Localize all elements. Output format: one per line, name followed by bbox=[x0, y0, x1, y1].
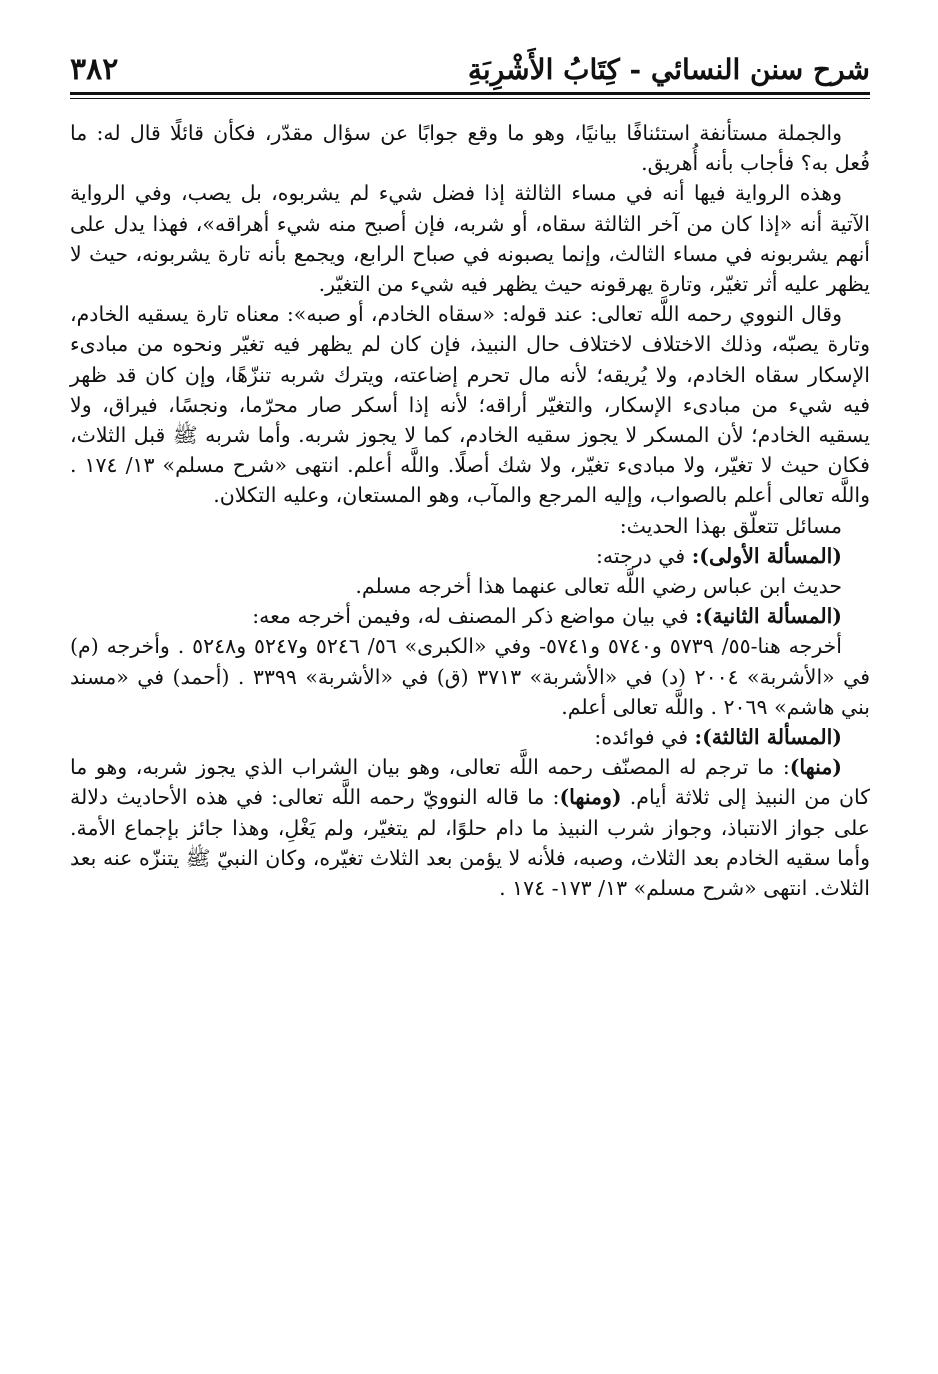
issue-intro: في فوائده: bbox=[594, 725, 695, 750]
paragraph: وقال النووي رحمه اللَّه تعالى: عند قوله: «سقاه الخادم، أو صبه»: معناه تارة يسقيه الخادم، وتارة يصبّه، وذلك الاختلاف لاختلاف حال النبيذ، فإن كان لم يظهر فيه تغيّر ونحوه من مبادىء الإسكار سقاه الخادم، ولا يُريقه؛ لأنه مال تحرم إضاعته، ويترك شربه تنزّهًا، وإن كان قد ظهر فيه شيء من مبادىء الإسكار، والتغيّر أراقه؛ لأنه إذا أسكر صار محرّما، ونجسًا، فيراق، ولا يسقيه الخادم؛ لأن المسكر لا يجوز سقيه الخادم، كما لا يجوز شربه. وأما شربه ﷺ قبل الثلاث، فكان حيث لا تغيّر، ولا مبادىء تغيّر، ولا شك أصلًا. واللَّه أعلم. انتهى «شرح مسلم» ١٣/ ١٧٤ . واللَّه تعالى أعلم بالصواب، وإليه المرجع والمآب، وهو المستعان، وعليه التكلان. bbox=[70, 302, 870, 508]
issue-heading bbox=[70, 601, 870, 631]
paragraph: والجملة مستأنفة استئنافًا بيانيًا، وهو ما وقع جوابًا عن سؤال مقدّر، فكأن قائلًا قال له: ما فُعل به؟ فأجاب بأنه أُهريق. bbox=[70, 121, 870, 176]
header-rule-thick bbox=[70, 92, 870, 95]
page-number: ٣٨٢ bbox=[70, 52, 119, 87]
issue-body: أخرجه هنا-٥٥/ ٥٧٣٩ و٥٧٤٠ و٥٧٤١- وفي «الكبرى» ٥٦/ ٥٢٤٦ و٥٢٤٧ و٥٢٤٨ . وأخرجه (م) في «الأشربة» ٢٠٠٤ (د) في «الأشربة» ٣٧١٣ (ق) في «الأشربة» ٣٣٩٩ . (أحمد) في «مسند بني هاشم» ٢٠٦٩ . واللَّه تعالى أعلم. bbox=[70, 634, 871, 719]
issue-text: : ما ترجم له المصنّف رحمه اللَّه تعالى، وهو بيان الشراب الذي يجوز شربه، وهو ما كان من النبيذ إلى ثلاثة أيام. bbox=[70, 755, 870, 810]
issue-body: حديث ابن عباس رضي اللَّه تعالى عنهما هذا أخرجه مسلم. bbox=[355, 574, 842, 599]
issue-body bbox=[70, 752, 870, 903]
body-text bbox=[70, 118, 870, 903]
issue-heading bbox=[70, 722, 870, 752]
header-divider bbox=[70, 90, 870, 104]
issue-label: (المسألة الثانية): bbox=[695, 604, 842, 629]
issue-intro: في بيان مواضع ذكر المصنف له، وفيمن أخرجه معه: bbox=[252, 604, 696, 629]
issue-label: (المسألة الأولى): bbox=[691, 543, 842, 568]
issue-heading bbox=[70, 541, 870, 571]
paragraph: وهذه الرواية فيها أنه في مساء الثالثة إذا فضل شيء لم يشربوه، بل يصب، وفي الرواية الآتية أنه «إذا كان من آخر الثالثة سقاه، أو شربه، فإن أصبح منه شيء أهراقه»، فهذا يدل على أنهم يشربونه في مساء الثالث، وإنما يصبونه في صباح الرابع، ويجمع بأنه تارة يشربونه، حيث لا يظهر عليه أثر تغيّر، وتارة يهرقونه حيث يظهر فيه شيء من التغيّر. bbox=[70, 181, 870, 297]
header-rule-thin bbox=[70, 98, 870, 99]
lead-label: (ومنها) bbox=[559, 785, 622, 810]
issue-label: (المسألة الثالثة): bbox=[694, 725, 842, 750]
issue-intro: في درجته: bbox=[595, 543, 692, 568]
running-title: شرح سنن النسائي - كِتَابُ الأَشْرِبَةِ bbox=[467, 53, 870, 86]
lead-label: (منها) bbox=[789, 755, 842, 780]
issue-text: : ما قاله النوويّ رحمه اللَّه تعالى: في هذه الأحاديث دلالة على جواز الانتباذ، وجواز شرب النبيذ ما دام حلوًا، لم يتغيّر، ولم يَغْلِ، وهذا جائز بإجماع الأمة. وأما سقيه الخادم بعد الثلاث، وصبه، فلأنه لا يؤمن بعد الثلاث تغيّره، وكان النبيّ ﷺ يتنزّه عنه بعد الثلاث. انتهى «شرح مسلم» ١٣/ ١٧٣- ١٧٤ . bbox=[70, 785, 870, 901]
page-header bbox=[70, 50, 870, 90]
issues-intro: مسائل تتعلّق بهذا الحديث: bbox=[619, 513, 842, 538]
